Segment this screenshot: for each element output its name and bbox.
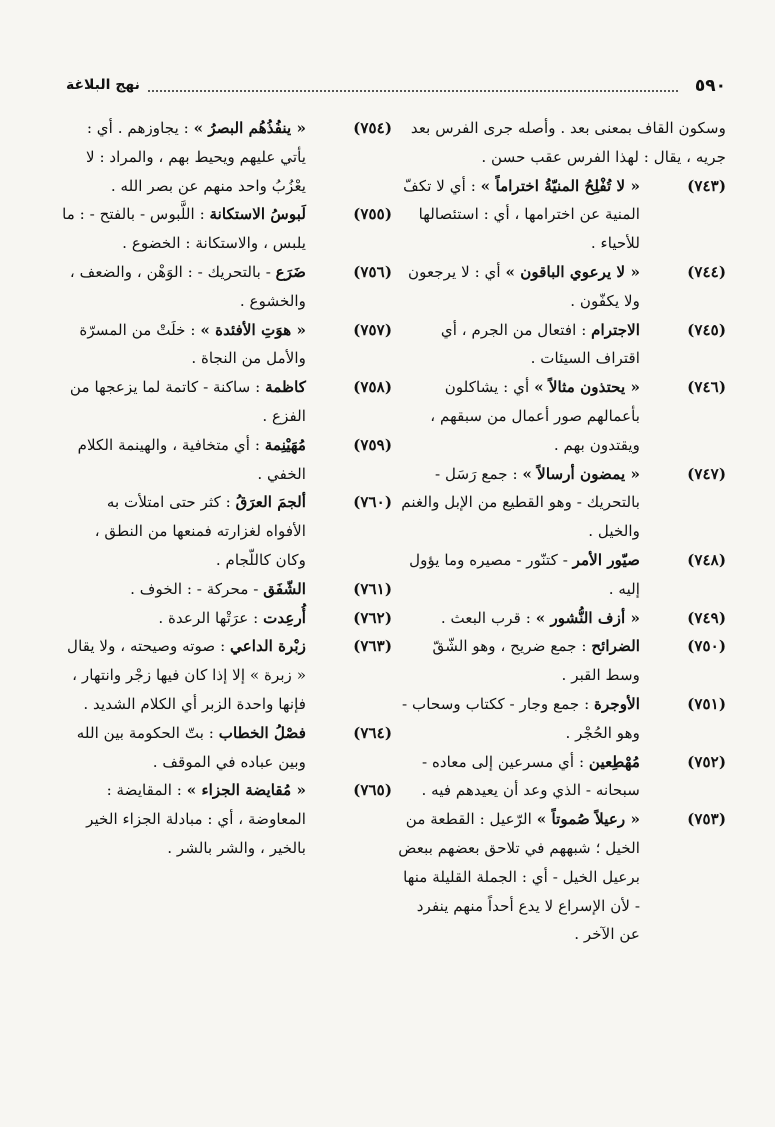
footnote-entry	[62, 488, 392, 574]
footnote-text: - بالتحريك - : الوَهْن ، والضعف ، والخشوع .	[69, 262, 306, 310]
footnote-term: فصْلُ الخطاب	[218, 723, 306, 742]
footnote-term: « رعيلاً صُموتاً »	[536, 810, 640, 829]
footnote-text: : عرَتْها الرعدة .	[158, 608, 264, 627]
footnote-entry	[62, 258, 392, 316]
footnote-number: (٧٥١)	[687, 694, 726, 713]
footnote-entry	[396, 632, 726, 690]
footnote-term: « أزف النُّشور »	[535, 608, 640, 627]
footnote-term: « ينفُذُهُم البصرُ »	[193, 119, 306, 137]
footnote-text: - كتنّور - مصيره وما يؤول إليه .	[409, 550, 640, 598]
book-title: نهج البلاغة	[66, 77, 140, 93]
footnote-text: : قرب البعث .	[440, 608, 536, 627]
footnote-term: ضَرَع	[275, 262, 306, 281]
footnote-text: : أي لا تكفّ المنية عن اخترامها ، أي : استئصالها للأحياء .	[403, 176, 640, 253]
footnote-text: : أي متخافية ، والهينمة الكلام الخفي .	[77, 435, 306, 483]
footnote-entry	[62, 200, 392, 258]
footnote-text: : بتّ الحكومة بين الله وبين عباده في الموقف .	[76, 723, 306, 771]
footnote-text: : يجاوزهم . أي : يأتي عليهم ويحيط بهم ، والمراد : لا يعْزُبُ واحد منهم عن بصر الله .	[85, 119, 306, 195]
footnote-term: الاجترام	[591, 320, 640, 339]
footnote-number: (٧٦٢)	[353, 608, 392, 627]
header-divider	[148, 90, 678, 92]
footnote-term: « يمضون أرسالاً »	[522, 464, 640, 483]
footnote-entry	[62, 604, 392, 633]
footnote-number: (٧٤٥)	[687, 320, 726, 339]
footnote-entry	[62, 431, 392, 489]
footnote-number: (٧٤٧)	[687, 464, 726, 483]
right-entries	[396, 172, 726, 950]
footnote-number: (٧٦١)	[353, 579, 392, 598]
footnote-term: لَبوسُ الاستكانة	[209, 205, 306, 224]
footnote-number: (٧٥٥)	[353, 205, 392, 224]
footnote-term: « هوَتِ الأفئدة »	[200, 320, 306, 339]
footnote-text: : صوته وصيحته ، ولا يقال « زبرة » إلا إذا كان فيها زجْر وانتهار ، فإنها واحدة الزبر أي الكلام الشديد .	[67, 637, 306, 713]
footnote-term: كاظمة	[265, 378, 306, 397]
footnote-text: - محركة - : الخوف .	[130, 579, 264, 598]
footnote-number: (٧٤٩)	[687, 608, 726, 627]
footnote-entry	[396, 172, 726, 258]
footnote-number: (٧٤٨)	[687, 550, 726, 569]
footnote-term: صيّور الأمر	[572, 550, 640, 569]
footnote-entry	[62, 316, 392, 374]
footnote-entry	[396, 805, 726, 949]
footnote-entry	[62, 575, 392, 604]
footnote-text: : كثر حتى امتلأت به الأفواه لغزارته فمنعها من النطق ، وكان كاللّجام .	[94, 493, 306, 569]
footnote-term: أُرعِدت	[263, 608, 306, 627]
footnote-text: : أي مسرعين إلى معاده - سبحانه - الذي وعد أن يعيدهم فيه .	[421, 752, 640, 800]
footnote-text: : المقايضة : المعاوضة ، أي : مبادلة الجزاء الخير بالخير ، والشر بالشر .	[86, 781, 306, 857]
left-column	[62, 114, 392, 863]
footnote-number: (٧٥٧)	[353, 320, 392, 339]
footnote-term: الأوجرة	[594, 694, 640, 713]
footnote-number: (٧٦٤)	[353, 723, 392, 742]
footnote-number: (٧٤٤)	[687, 262, 726, 281]
footnote-text: : جمع وجار - ككتاب وسحاب - وهو الحُجْر .	[402, 694, 640, 742]
footnote-text: : جمع رَسَل - بالتحريك - وهو القطيع من الإبل والغنم والخيل .	[401, 464, 640, 541]
footnote-term: « مُقايضة الجزاء »	[186, 781, 306, 800]
footnote-term: الشّفَق	[263, 579, 306, 598]
footnote-term: مُهَيْنِمة	[264, 435, 306, 454]
footnote-number: (٧٦٣)	[353, 637, 392, 656]
right-column	[396, 114, 726, 949]
left-entries	[62, 114, 392, 863]
footnote-text: : افتعال من الجرم ، أي اقتراف السيئات .	[440, 320, 640, 368]
continuation-text: وسكون القاف بمعنى بعد . وأصله جرى الفرس بعد جريه ، يقال : لهذا الفرس عقب حسن .	[410, 119, 726, 166]
footnote-number: (٧٥٠)	[687, 637, 726, 656]
footnote-number: (٧٦٥)	[353, 781, 392, 800]
footnote-term: ألجمَ العرَقُ	[235, 493, 306, 512]
footnote-entry	[396, 316, 726, 374]
footnote-entry	[396, 604, 726, 633]
footnote-term: « لا تُفْلِحُ المنيّةُ اختراماً »	[480, 176, 640, 195]
footnote-number: (٧٤٣)	[687, 176, 726, 195]
footnote-entry	[62, 373, 392, 431]
footnote-text: الرّعيل : القطعة من الخيل ؛ شبههم في تلاحق بعضهم ببعض برعيل الخيل - أي : الجملة القليلة منها - لأن الإسراع لا يدع أحداً منهم ينفرد عن الآخر .	[398, 810, 640, 944]
footnote-term: زبْرة الداعي	[230, 637, 306, 656]
footnote-text: أي : يشاكلون بأعمالهم صور أعمال من سبقهم ، ويقتدون بهم .	[430, 378, 640, 454]
footnote-entry	[62, 776, 392, 862]
footnote-term: « لا يرعوي الباقون »	[505, 262, 640, 281]
footnote-entry	[396, 373, 726, 459]
footnote-text: : جمع ضريح ، وهو الشّقّ وسط القبر .	[432, 637, 640, 685]
footnote-entry	[396, 258, 726, 316]
footnote-number: (٧٥٦)	[353, 262, 392, 281]
footnote-term: الضرائح	[591, 637, 640, 656]
footnote-entry	[396, 748, 726, 806]
page-header	[66, 76, 726, 102]
footnote-entry	[62, 632, 392, 718]
footnote-text: : اللَّبوس - بالفتح - : ما يلبس ، والاستكانة : الخضوع .	[62, 205, 306, 253]
footnote-entry	[62, 719, 392, 777]
footnote-entry	[396, 546, 726, 604]
footnote-number: (٧٥٣)	[687, 810, 726, 829]
footnote-entry	[396, 460, 726, 546]
footnote-term: مُهْطِعين	[588, 752, 640, 771]
footnote-term: « يحتذون مثالاً »	[534, 378, 640, 397]
footnote-number: (٧٤٦)	[687, 378, 726, 397]
footnote-entry	[62, 114, 392, 200]
footnote-entry	[396, 690, 726, 748]
footnote-text: : خلَتْ من المسرّة والأمل من النجاة .	[79, 320, 306, 368]
footnote-number: (٧٥٢)	[687, 752, 726, 771]
footnote-text: : ساكنة - كاتمة لما يزعجها من الفزع .	[69, 378, 306, 425]
page-number: ٥٩٠	[694, 76, 726, 96]
footnote-number: (٧٥٤)	[353, 119, 392, 137]
footnote-text: أي : لا يرجعون ولا يكفّون .	[407, 262, 640, 310]
footnote-number: (٧٦٠)	[353, 493, 392, 512]
footnote-number: (٧٥٨)	[353, 378, 392, 397]
footnote-number: (٧٥٩)	[353, 435, 392, 454]
